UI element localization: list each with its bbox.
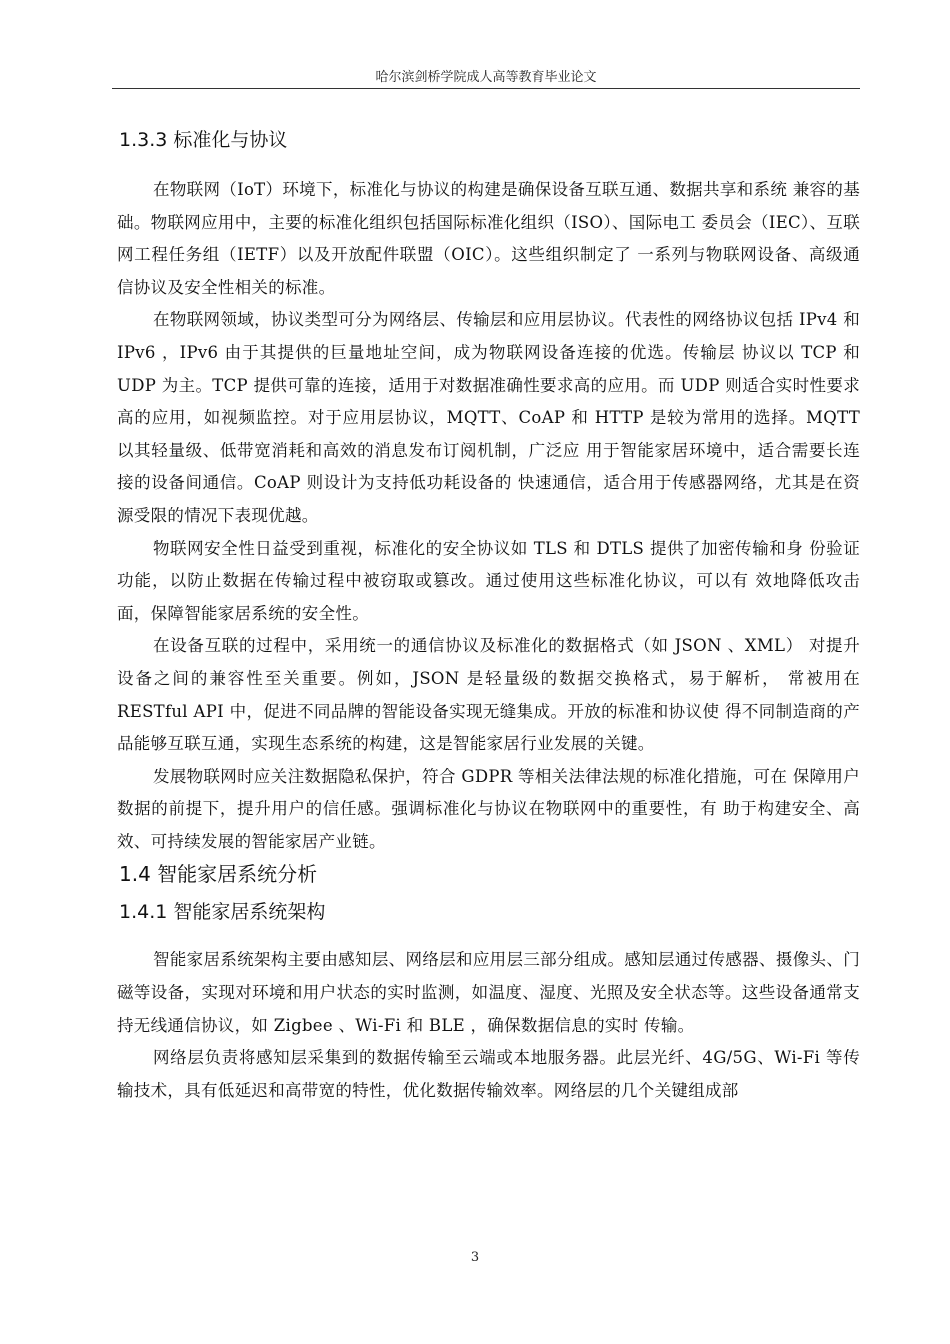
- header-rule: [112, 88, 860, 89]
- paragraph: 在物联网（IoT）环境下，标准化与协议的构建是确保设备互联互通、数据共享和系统 兼容的基础。物联网应用中，主要的标准化组织包括国际标准化组织（ISO）、国际电工 委员会（IEC）、互联网工程任务组（IETF）以及开放配件联盟（OIC）。这些组织制定了 一系列与物联网设备、高级通信协议及安全性相关的标准。: [117, 180, 860, 297]
- paragraph: 在设备互联的过程中，采用统一的通信协议及标准化的数据格式（如 JSON 、XML） 对提升设备之间的兼容性至关重要。例如，JSON 是轻量级的数据交换格式，易于解析， 常被用在 RESTful API 中，促进不同品牌的智能设备实现无缝集成。开放的标准和协议使 得不同制造商的产品能够互联互通，实现生态系统的构建，这是智能家居行业发展的关键。: [117, 636, 860, 754]
- page-number: 3: [470, 1250, 480, 1265]
- page-body: [117, 120, 860, 1107]
- paragraph: 发展物联网时应关注数据隐私保护，符合 GDPR 等相关法律法规的标准化措施，可在 保障用户数据的前提下，提升用户的信任感。强调标准化与协议在物联网中的重要性，有 助于构建安全、高效、可持续发展的智能家居产业链。: [117, 766, 860, 851]
- section-heading-1-3-3: 1.3.3 标准化与协议: [119, 129, 288, 151]
- paragraph: 网络层负责将感知层采集到的数据传输至云端或本地服务器。此层光纤、4G/5G、Wi-Fi 等传输技术，具有低延迟和高带宽的特性，优化数据传输效率。网络层的几个关键组成部: [117, 1048, 860, 1100]
- paragraph: 在物联网领域，协议类型可分为网络层、传输层和应用层协议。代表性的网络协议包括 IPv4 和 IPv6 ，IPv6 由于其提供的巨量地址空间，成为物联网设备连接的优选。传输层 协议以 TCP 和 UDP 为主。TCP 提供可靠的连接，适用于对数据准确性要求高的应用。而 UDP 则适合实时性要求高的应用，如视频监控。对于应用层协议，MQTT、CoAP 和 HTTP 是较为常用的选择。MQTT 以其轻量级、低带宽消耗和高效的消息发布订阅机制，广泛应 用于智能家居环境中，适合需要长连接的设备间通信。CoAP 则设计为支持低功耗设备的 快速通信，适合用于传感器网络，尤其是在资源受限的情况下表现优越。: [117, 310, 860, 525]
- section-heading-1-4-1: 1.4.1 智能家居系统架构: [119, 901, 326, 924]
- page-header: 哈尔滨剑桥学院成人高等教育毕业论文: [375, 70, 597, 85]
- paragraph: 物联网安全性日益受到重视，标准化的安全协议如 TLS 和 DTLS 提供了加密传输和身 份验证功能，以防止数据在传输过程中被窃取或篡改。通过使用这些标准化协议，可以有 效地降低攻击面，保障智能家居系统的安全性。: [117, 538, 860, 623]
- paragraph: 智能家居系统架构主要由感知层、网络层和应用层三部分组成。感知层通过传感器、摄像头、门磁等设备，实现对环境和用户状态的实时监测，如温度、湿度、光照及安全状态等。这些设备通常支持无线通信协议，如 Zigbee 、Wi-Fi 和 BLE ，确保数据信息的实时 传输。: [117, 950, 860, 1035]
- section-heading-1-4: 1.4 智能家居系统分析: [119, 862, 318, 887]
